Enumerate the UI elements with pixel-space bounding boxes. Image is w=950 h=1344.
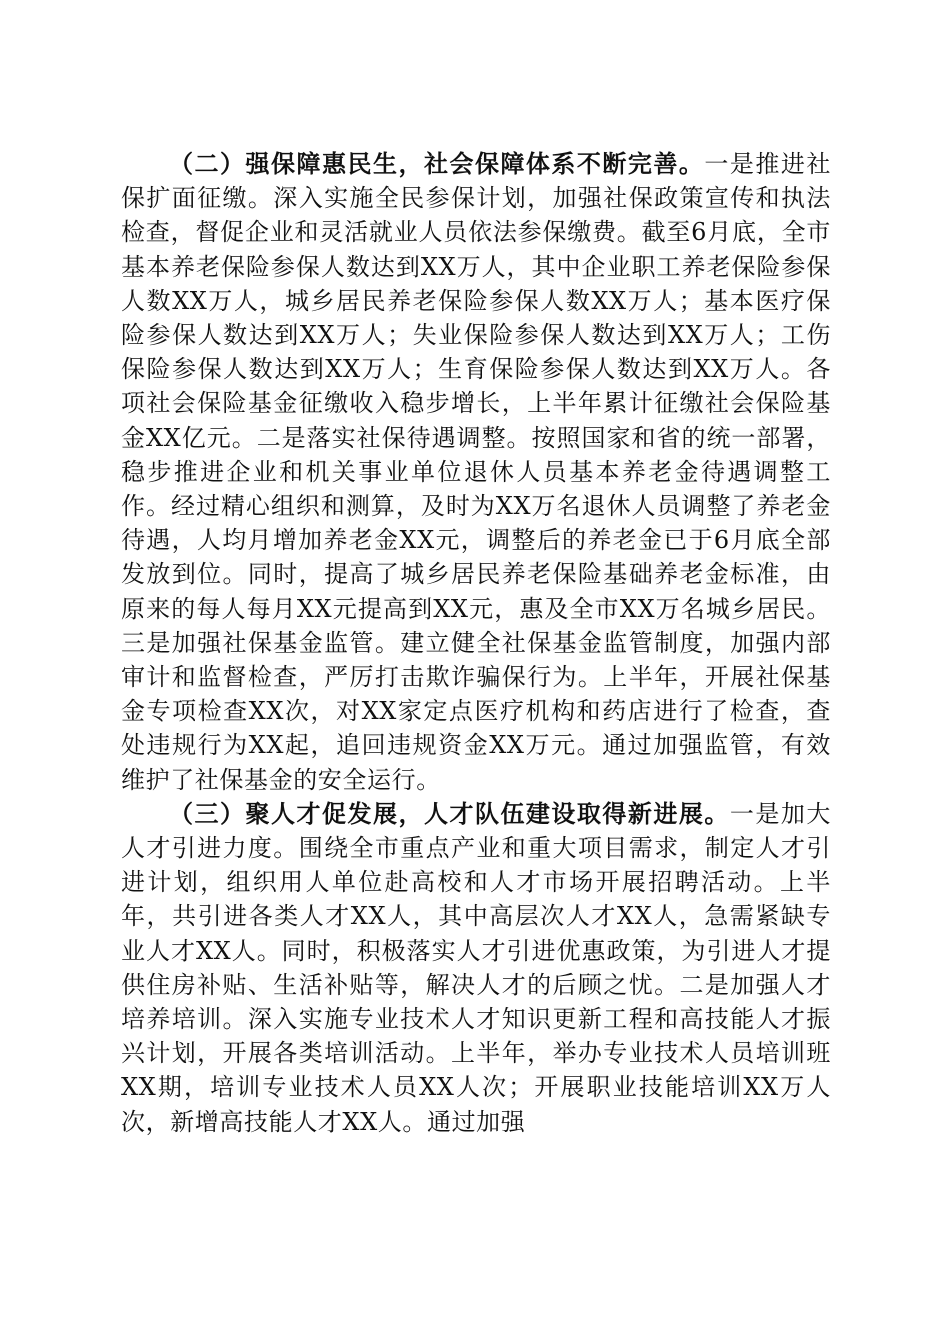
document-body	[121, 147, 831, 1139]
paragraph-text: 一是推进社保扩面征缴。深入实施全民参保计划，加强社保政策宣传和执法检查，督促企业和灵活就业人员依法参保缴费。截至6月底，全市基本养老保险参保人数达到XX万人，其中企业职工养老保险参保人数XX万人，城乡居民养老保险参保人数XX万人；基本医疗保险参保人数达到XX万人；失业保险参保人数达到XX万人；工伤保险参保人数达到XX万人；生育保险参保人数达到XX万人。各项社会保险基金征缴收入稳步增长，上半年累计征缴社会保险基金XX亿元。二是落实社保待遇调整。按照国家和省的统一部署，稳步推进企业和机关事业单位退休人员基本养老金待遇调整工作。经过精心组织和测算，及时为XX万名退休人员调整了养老金待遇，人均月增加养老金XX元，调整后的养老金已于6月底全部发放到位。同时，提高了城乡居民养老保险基础养老金标准，由原来的每人每月XX元提高到XX元，惠及全市XX万名城乡居民。三是加强社保基金监管。建立健全社保基金监管制度，加强内部审计和监督检查，严厉打击欺诈骗保行为。上半年，开展社保基金专项检查XX次，对XX家定点医疗机构和药店进行了检查，查处违规行为XX起，追回违规资金XX万元。通过加强监管，有效维护了社保基金的安全运行。	[121, 150, 831, 794]
paragraph-social-security	[121, 147, 831, 797]
paragraph-heading: （二）强保障惠民生，社会保障体系不断完善。	[169, 149, 705, 178]
paragraph-text: 一是加大人才引进力度。围绕全市重点产业和重大项目需求，制定人才引进计划，组织用人单位赴高校和人才市场开展招聘活动。上半年，共引进各类人才XX人，其中高层次人才XX人，急需紧缺专业人才XX人。同时，积极落实人才引进优惠政策，为引进人才提供住房补贴、生活补贴等，解决人才的后顾之忧。二是加强人才培养培训。深入实施专业技术人才知识更新工程和高技能人才振兴计划，开展各类培训活动。上半年，举办专业技术人员培训班XX期，培训专业技术人员XX人次；开展职业技能培训XX万人次，新增高技能人才XX人。通过加强	[121, 799, 831, 1136]
paragraph-heading: （三）聚人才促发展，人才队伍建设取得新进展。	[169, 798, 730, 828]
paragraph-talent	[121, 797, 831, 1139]
